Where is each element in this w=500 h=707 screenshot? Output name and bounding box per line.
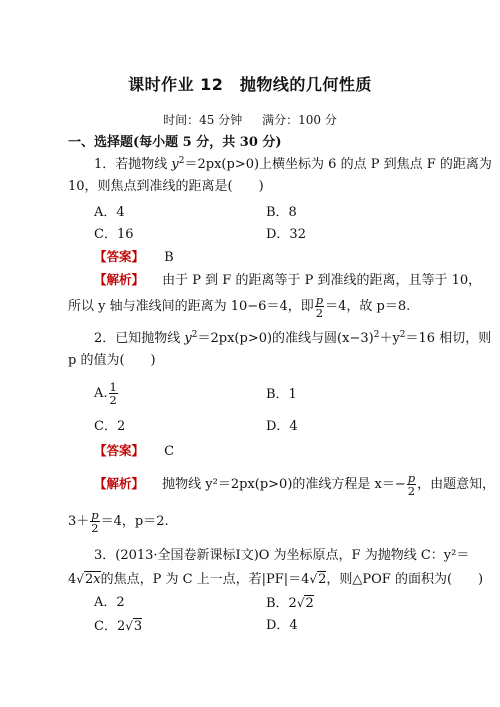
question-1-line-2: 10，则焦点到准线的距离是( ) bbox=[68, 179, 264, 194]
q2-option-b: B．1 bbox=[266, 387, 297, 402]
fraction-p-over-2: $\frac{p}{2}$ bbox=[407, 471, 416, 498]
fraction-p-over-2: $\frac{p}{2}$ bbox=[315, 293, 324, 320]
question-2-line-2: p 的值为( ) bbox=[68, 353, 156, 368]
q3-option-b: B．2√2 bbox=[266, 596, 314, 611]
q1-analysis-line-2: 所以 y 轴与准线间的距离为 10−6＝4，即 $\frac{p}{2}$ ＝4，故 p＝8. bbox=[68, 293, 411, 320]
exam-meta bbox=[0, 111, 500, 129]
question-2-line-1: 2．已知抛物线 $y^2=2px(p>0)$的准线与圆$(x-3)^2+y^2=16$ 相切，则 bbox=[94, 330, 492, 346]
q2-option-d: D．4 bbox=[266, 419, 298, 434]
q2-answer: 【答案】 C bbox=[94, 443, 175, 459]
sqrt-2: 2x bbox=[84, 572, 101, 587]
answer-tag: 【答案】 bbox=[94, 443, 145, 458]
question-1-line-1: 1．若抛物线 $y^2=2px(p>0)$上横坐标为 6 的点 P 到焦点 F 的距离为 bbox=[94, 156, 492, 172]
section-heading: 一、选择题(每小题 5 分，共 30 分) bbox=[68, 135, 282, 150]
q2-analysis-line-2: 3＋ $\frac{p}{2}$ ＝4，p＝2. bbox=[68, 508, 169, 535]
q3-option-c: C．2√3 bbox=[94, 619, 143, 634]
q1-option-b: B．8 bbox=[266, 205, 297, 220]
page-title: 课时作业 12 抛物线的几何性质 bbox=[128, 75, 372, 94]
q1-option-a: A．4 bbox=[94, 205, 125, 220]
analysis-tag: 【解析】 bbox=[94, 272, 145, 287]
q2-option-a: A. $\frac{1}{2}$ bbox=[94, 380, 117, 407]
q3-option-d: D．4 bbox=[266, 618, 298, 633]
q1-analysis-line-1: 【解析】 由于 P 到 F 的距离等于 P 到准线的距离，且等于 10， bbox=[94, 272, 482, 288]
q2-analysis-line-1: 【解析】 抛物线 y²＝2px(p>0)的准线方程是 x＝− $\frac{p}{2}$ ，由题意知， bbox=[94, 471, 496, 498]
question-3-line-1: 3．(2013·全国卷新课标Ⅰ文)O 为坐标原点，F 为抛物线 C：y²＝ bbox=[94, 548, 470, 563]
sqrt-2: 2 bbox=[318, 572, 327, 587]
fraction-1-over-2: $\frac{1}{2}$ bbox=[109, 380, 117, 407]
question-3-line-2: 4√2x的焦点，P 为 C 上一点，若|PF|＝4√2，则△POF 的面积为( ) bbox=[68, 572, 484, 587]
time-limit: 时间：45 分钟 bbox=[163, 113, 243, 127]
q1-answer: 【答案】 B bbox=[94, 249, 174, 265]
answer-tag: 【答案】 bbox=[94, 249, 145, 264]
full-score: 满分：100 分 bbox=[262, 113, 337, 127]
analysis-tag: 【解析】 bbox=[94, 476, 145, 491]
q2-option-c: C．2 bbox=[94, 419, 126, 434]
fraction-p-over-2: $\frac{p}{2}$ bbox=[91, 508, 99, 535]
q1-option-c: C．16 bbox=[94, 227, 134, 242]
q3-option-a: A．2 bbox=[94, 595, 125, 610]
q1-option-d: D．32 bbox=[266, 227, 306, 242]
